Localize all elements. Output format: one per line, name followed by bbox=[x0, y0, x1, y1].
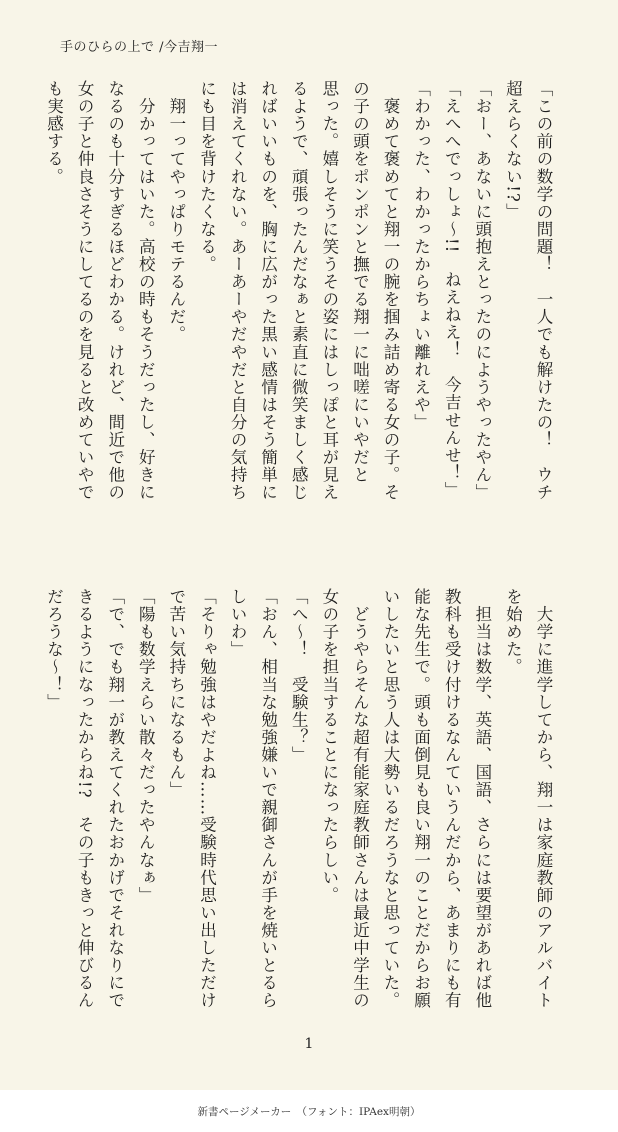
text-line: 女の子と仲良さそうにしてるのを見ると改めていやで bbox=[75, 80, 95, 502]
text-line: の子の頭をポンポンと撫でる翔一に咄嗟にいやだと bbox=[350, 80, 370, 484]
text-line: 「陽も数学えらい散々だったやんなぁ」 bbox=[136, 588, 156, 904]
footer-credit: 新書ページメーカー （フォント：IPAex明朝） bbox=[0, 1090, 618, 1132]
text-line: ればいいものを、胸に広がった黒い感情はそう簡単に bbox=[258, 80, 278, 502]
text-line: 褒めて褒めてと翔一の腕を掴み詰め寄る女の子。そ bbox=[381, 80, 401, 502]
text-line: 分かってはいた。高校の時もそうだったし、好きに bbox=[136, 80, 156, 502]
text-line: だろうな〜！」 bbox=[44, 588, 64, 711]
text-line: 「で、でも翔一が教えてくれたおかげでそれなりにで bbox=[105, 588, 125, 1010]
text-line: 思った。嬉しそうに笑うその姿にはしっぽと耳が見え bbox=[319, 80, 339, 502]
text-line: で苦い気持ちになるもん」 bbox=[166, 588, 186, 799]
text-line: 「おー、あないに頭抱えとったのにようやったやん」 bbox=[472, 80, 492, 502]
page-number: 1 bbox=[304, 1036, 314, 1052]
text-line: も実感する。 bbox=[44, 80, 64, 186]
text-line: きるようになったからね!? その子もきっと伸びるん bbox=[75, 588, 95, 1010]
text-line: 翔一ってやっぱりモテるんだ。 bbox=[166, 80, 186, 344]
text-line: 教科も受け付けるなんていうんだから、あまりにも有 bbox=[442, 588, 462, 1010]
text-line: 超えらくない!?」 bbox=[503, 80, 523, 221]
text-line: いしたいと思う人は大勢いるだろうなと思っていた。 bbox=[381, 588, 401, 1010]
text-line: 大学に進学してから、翔一は家庭教師のアルバイト bbox=[534, 588, 553, 1010]
text-line: にも目を背けたくなる。 bbox=[197, 80, 217, 274]
text-line: 女の子を担当することになったらしい。 bbox=[319, 588, 339, 904]
text-line: 「わかった、わかったからちょい離れえや」 bbox=[411, 80, 431, 431]
upper-text-column bbox=[38, 80, 558, 530]
text-line: 「へ〜！ 受験生？」 bbox=[289, 588, 309, 764]
text-line: 「そりゃ勉強はやだよね……受験時代思い出しただけ bbox=[197, 588, 217, 1010]
text-line: 「この前の数学の問題！ 一人でも解けたの！ ウチ bbox=[534, 80, 553, 502]
text-line: なるのも十分すぎるほどわかる。けれど、間近で他の bbox=[105, 80, 125, 502]
text-line: 担当は数学、英語、国語、さらには要望があれば他 bbox=[472, 588, 492, 1010]
text-line: を始めた。 bbox=[503, 588, 523, 676]
text-line: 能な先生で。頭も面倒見も良い翔一のことだからお願 bbox=[411, 588, 431, 1010]
text-line: 「えへへでっしょ〜!! ねえねえ！ 今吉せんせ！」 bbox=[442, 80, 462, 500]
text-line: しいわ」 bbox=[228, 588, 248, 659]
text-line: どうやらそんな超有能家庭教師さんは最近中学生の bbox=[350, 588, 370, 1010]
text-line: は消えてくれない。あーあーやだやだと自分の気持ち bbox=[228, 80, 248, 502]
lower-text-column bbox=[38, 588, 558, 1008]
text-line: るようで、頑張ったんだなぁと素直に微笑ましく感じ bbox=[289, 80, 309, 502]
text-line: 「おん、相当な勉強嫌いで親御さんが手を焼いとるら bbox=[258, 588, 278, 1010]
page-header-title: 手のひらの上で /今吉翔一 bbox=[60, 40, 219, 55]
